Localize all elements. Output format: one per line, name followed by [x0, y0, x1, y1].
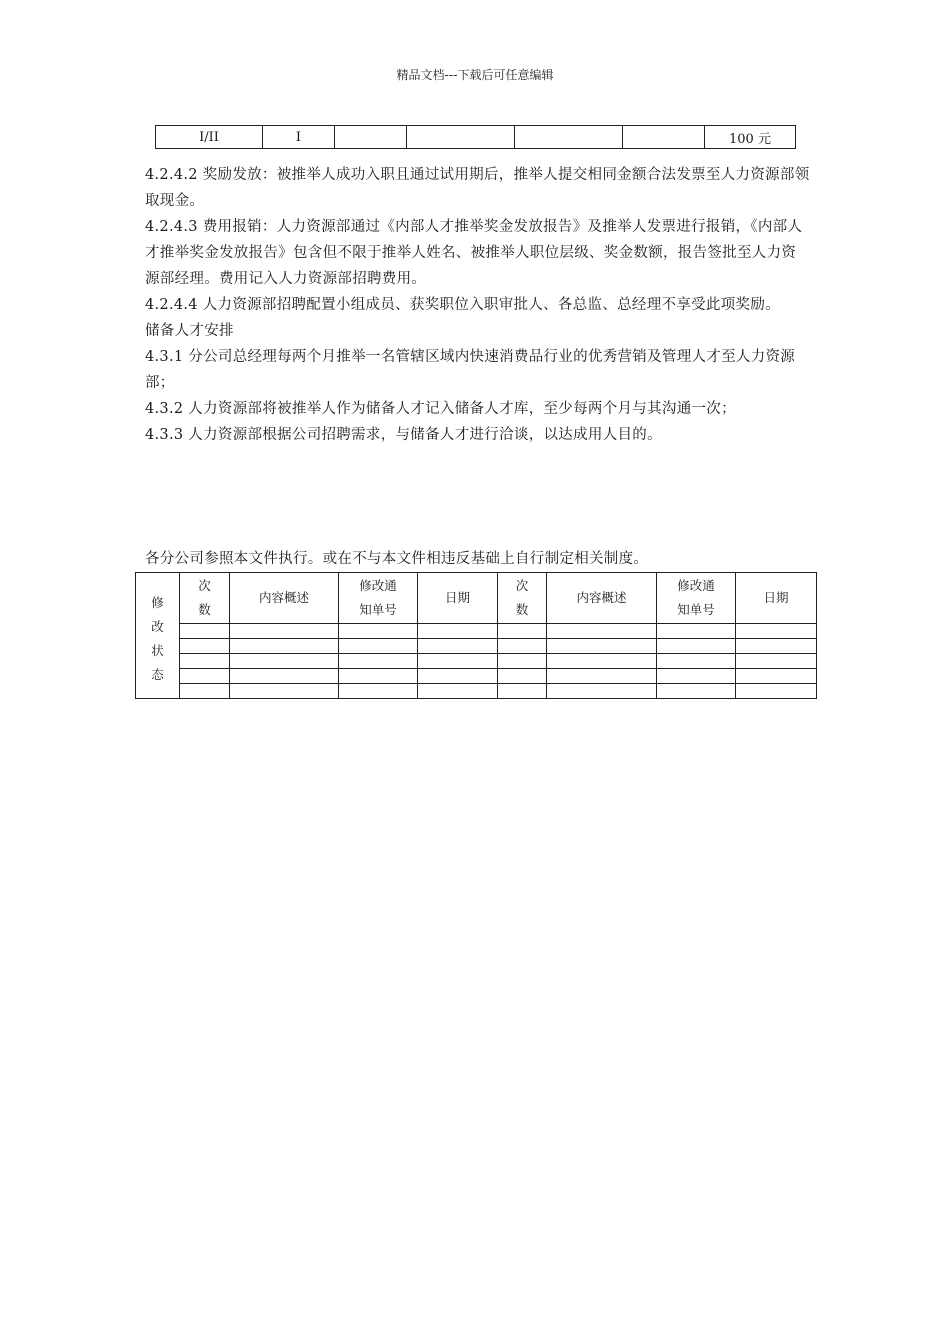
table-row [156, 126, 796, 149]
header-summary: 内容概述 [230, 573, 339, 624]
header-summary: 内容概述 [547, 573, 657, 624]
page-header: 精品文档---下载后可任意编辑 [396, 68, 554, 82]
paragraph-4-2-4-3: 4.2.4.3 费用报销：人力资源部通过《内部人才推举奖金发放报告》及推举人发票进行报销，《内部人才推举奖金发放报告》包含但不限于推举人姓名、被推举人职位层级、奖金数额，报告签批至人力资源部经理。费用记入人力资源部招聘费用。 [145, 219, 803, 287]
table-row [136, 654, 817, 669]
paragraph-4-2-4-2: 4.2.4.2 奖励发放：被推举人成功入职且通过试用期后，推举人提交相同金额合法发票至人力资源部领取现金。 [145, 167, 810, 209]
paragraph-4-2-4-4: 4.2.4.4 人力资源部招聘配置小组成员、获奖职位入职审批人、各总监、总经理不享受此项奖励。 [145, 297, 780, 313]
section-heading-reserve-talent: 储备人才安排 [145, 323, 234, 339]
table-cell [623, 126, 705, 149]
table-row [136, 669, 817, 684]
table-cell-amount: 100 元 [705, 126, 796, 149]
table-cell [515, 126, 623, 149]
header-notice-number: 修改通 知单号 [339, 573, 418, 624]
table-row [136, 684, 817, 699]
revision-status-table [135, 572, 817, 699]
reward-table-fragment [155, 125, 796, 149]
closing-statement: 各分公司参照本文件执行。或在不与本文件相违反基础上自行制定相关制度。 [145, 551, 649, 567]
revision-header-row [136, 573, 817, 624]
header-date: 日期 [736, 573, 817, 624]
table-cell [335, 126, 407, 149]
document-body [145, 162, 810, 448]
table-cell-level: I/II [156, 126, 263, 149]
table-cell-grade: I [263, 126, 335, 149]
table-row [136, 624, 817, 639]
paragraph-4-3-2: 4.3.2 人力资源部将被推举人作为储备人才记入储备人才库，至少每两个月与其沟通一次； [145, 401, 736, 417]
header-count: 次 数 [180, 573, 230, 624]
revision-status-label: 修 改 状 态 [136, 573, 180, 699]
table-cell [407, 126, 515, 149]
paragraph-4-3-1: 4.3.1 分公司总经理每两个月推举一名管辖区域内快速消费品行业的优秀营销及管理人才至人力资源部； [145, 349, 796, 391]
paragraph-4-3-3: 4.3.3 人力资源部根据公司招聘需求，与储备人才进行洽谈，以达成用人目的。 [145, 427, 662, 443]
header-count: 次 数 [498, 573, 547, 624]
header-notice-number: 修改通 知单号 [657, 573, 736, 624]
header-date: 日期 [418, 573, 498, 624]
table-row [136, 639, 817, 654]
